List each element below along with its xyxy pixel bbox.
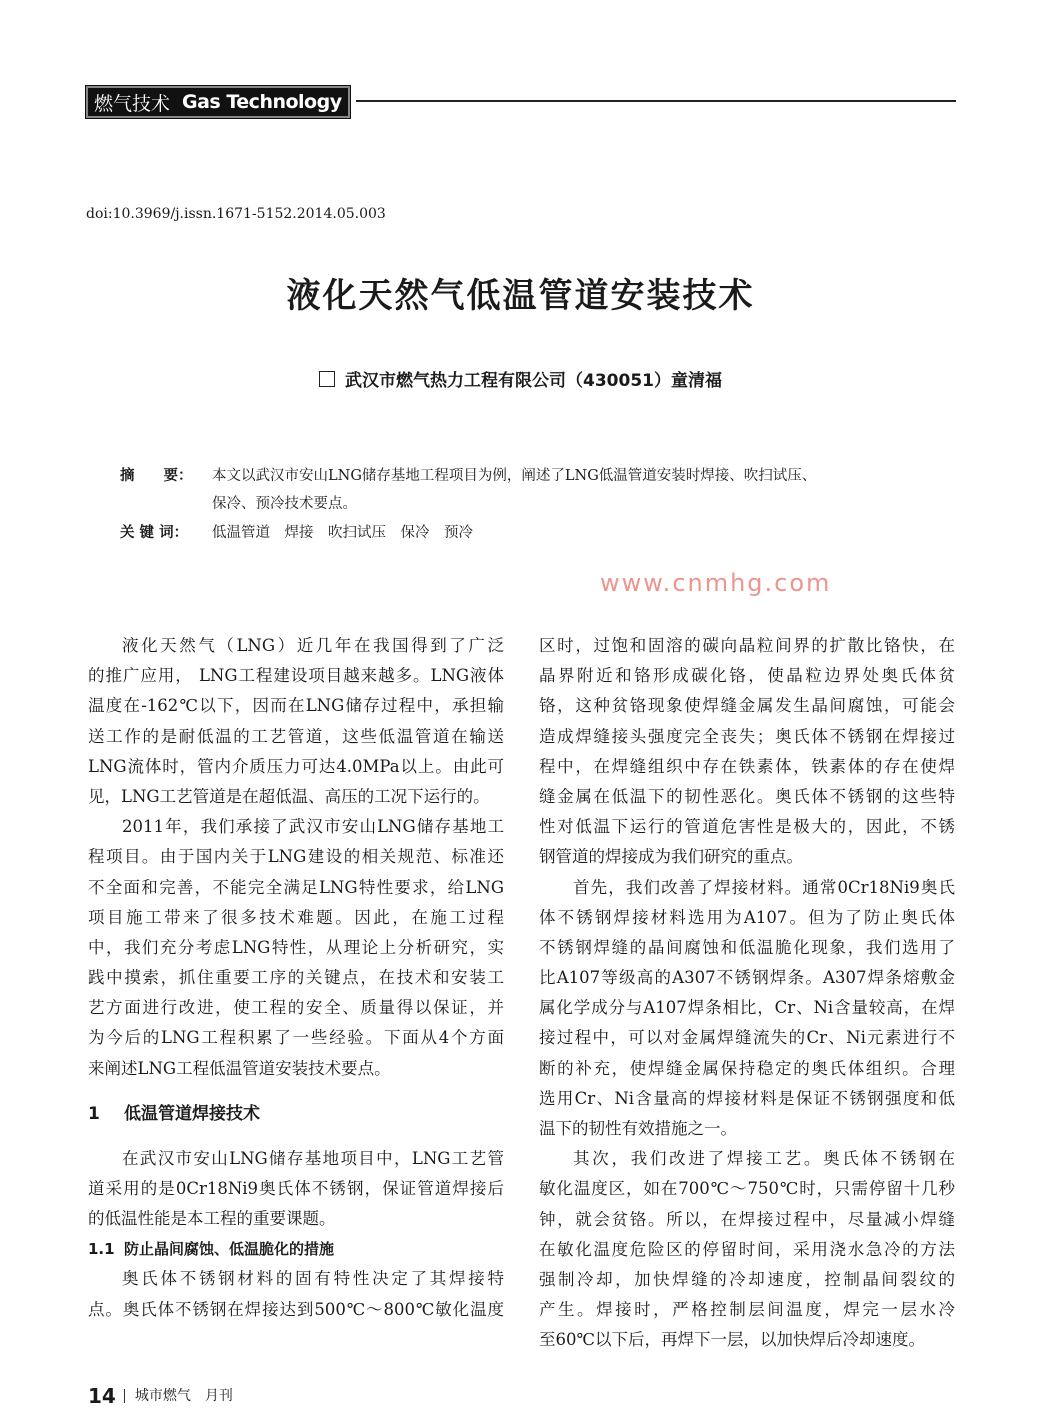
heading-text: 防止晶间腐蚀、低温脆化的措施 <box>124 1240 335 1259</box>
header-rule <box>356 100 956 102</box>
abstract-line: 保冷、预冷技术要点。 <box>212 496 357 512</box>
paragraph-line: 钢管道的焊接成为我们研究的重点。 <box>539 847 803 867</box>
left-column <box>88 631 504 1325</box>
doi: doi:10.3969/j.issn.1671-5152.2014.05.003 <box>86 206 386 222</box>
paragraph-line: 液化天然气（LNG）近几年在我国得到了广泛 <box>122 636 504 655</box>
heading-text: 低温管道焊接技术 <box>124 1103 260 1124</box>
subsection-heading <box>88 1234 504 1264</box>
paragraph-line: 温下的韧性有效措施之一。 <box>539 1119 737 1138</box>
abstract-label: 摘 要： <box>120 468 193 484</box>
right-column <box>539 631 955 1356</box>
keywords <box>120 519 473 547</box>
abstract <box>120 462 816 518</box>
keywords-text: 低温管道 焊接 吹扫试压 保冷 预冷 <box>212 525 473 541</box>
paragraph-line: 见，LNG工艺管道是在超低温、高压的工况下运行的。 <box>88 786 490 806</box>
paragraph-line: 晶界附近和铬形成碳化铬，使晶粒边界处奥氏体贫 <box>539 666 955 686</box>
paragraph-line: 不锈钢焊缝的晶间腐蚀和低温脆化现象，我们选用了 <box>539 937 955 957</box>
section-header-badge <box>86 86 350 118</box>
paragraph-line: 缝金属在低温下的韧性恶化。奥氏体不锈钢的这些特 <box>539 786 955 806</box>
paragraph-line: 温度在-162℃以下，因而在LNG储存过程中，承担输 <box>88 696 504 716</box>
paragraph-line: 程项目。由于国内关于LNG建设的相关规范、标准还 <box>88 847 504 867</box>
paragraph-line: 为今后的LNG工程积累了一些经验。下面从4个方面 <box>88 1028 504 1048</box>
paragraph-line: 2011年，我们承接了武汉市安山LNG储存基地工 <box>122 817 504 837</box>
section-heading <box>88 1084 504 1144</box>
paragraph-line: 在武汉市安山LNG储存基地项目中，LNG工艺管 <box>122 1148 504 1168</box>
square-bullet-icon <box>319 371 335 387</box>
heading-number: 1.1 <box>88 1240 115 1259</box>
author-line <box>0 366 1041 391</box>
heading-number: 1 <box>88 1103 100 1124</box>
paragraph-line: 的推广应用， LNG工程建设项目越来越多。LNG液体 <box>88 666 504 686</box>
paragraph-line: 至60℃以下后，再焊下一层，以加快焊后冷却速度。 <box>539 1330 925 1350</box>
paragraph-line: 奥氏体不锈钢材料的固有特性决定了其焊接特 <box>122 1269 504 1289</box>
paragraph-line: LNG流体时，管内介质压力可达4.0MPa以上。由此可 <box>88 756 504 776</box>
section-cn: 燃气技术 <box>94 92 171 115</box>
paragraph-line: 践中摸索，抓住重要工序的关键点，在技术和安装工 <box>88 968 504 988</box>
paragraph-line: 的低温性能是本工程的重要课题。 <box>88 1209 336 1229</box>
paragraph-line: 不全面和完善，不能完全满足LNG特性要求，给LNG <box>88 877 504 897</box>
paragraph-line: 首先，我们改善了焊接材料。通常0Cr18Ni9奥氏 <box>573 877 955 897</box>
article-title: 液化天然气低温管道安装技术 <box>286 276 755 316</box>
paragraph-line: 程中，在焊缝组织中存在铁素体，铁素体的存在使焊 <box>539 756 955 776</box>
paragraph-line: 项目施工带来了很多技术难题。因此，在施工过程 <box>88 907 504 927</box>
paragraph-line: 性对低温下运行的管道危害性是极大的，因此，不锈 <box>539 817 955 837</box>
watermark: www.cnmhg.com <box>600 569 832 597</box>
paragraph-line: 在敏化温度危险区的停留时间，采用浇水急冷的方法 <box>539 1239 955 1259</box>
paragraph-line: 钟，就会贫铬。所以，在焊接过程中，尽量减小焊缝 <box>539 1209 955 1229</box>
author: 武汉市燃气热力工程有限公司（430051）童清福 <box>345 371 722 391</box>
paragraph-line: 体不锈钢焊接材料选用为A107。但为了防止奥氏体 <box>539 907 955 927</box>
journal-name: 城市燃气 月刊 <box>134 1388 233 1404</box>
paragraph-line: 接过程中，可以对金属焊缝流失的Cr、Ni元素进行不 <box>539 1028 955 1048</box>
paragraph-line: 强制冷却，加快焊缝的冷却速度，控制晶间裂纹的 <box>539 1269 955 1289</box>
paragraph-line: 造成焊缝接头强度完全丧失；奥氏体不锈钢在焊接过 <box>539 726 955 746</box>
paragraph-line: 道采用的是0Cr18Ni9奥氏体不锈钢，保证管道焊接后 <box>88 1179 504 1198</box>
paragraph-line: 来阐述LNG工程低温管道安装技术要点。 <box>88 1058 391 1078</box>
paragraph-line: 断的补充，使焊缝金属保持稳定的奥氏体组织。合理 <box>539 1058 955 1078</box>
paragraph-line: 比A107等级高的A307不锈钢焊条。A307焊条熔敷金 <box>539 968 955 988</box>
footer-divider <box>124 1389 125 1403</box>
page-footer <box>88 1384 233 1408</box>
paragraph-line: 中，我们充分考虑LNG特性，从理论上分析研究，实 <box>88 937 504 957</box>
paragraph-line: 送工作的是耐低温的工艺管道，这些低温管道在输送 <box>88 726 504 746</box>
abstract-line: 本文以武汉市安山LNG储存基地工程项目为例，阐述了LNG低温管道安装时焊接、吹扫试压、 <box>212 468 817 484</box>
page-number: 14 <box>88 1384 116 1408</box>
section-en: Gas Technology <box>182 91 342 113</box>
paragraph-line: 其次，我们改进了焊接工艺。奥氏体不锈钢在 <box>573 1149 955 1169</box>
paragraph-line: 区时，过饱和固溶的碳向晶粒间界的扩散比铬快，在 <box>539 636 955 655</box>
paragraph-line: 敏化温度区，如在700℃～750℃时，只需停留十几秒 <box>539 1179 955 1199</box>
paragraph-line: 艺方面进行改进，使工程的安全、质量得以保证，并 <box>88 998 504 1018</box>
paragraph-line: 产生。焊接时，严格控制层间温度，焊完一层水冷 <box>539 1300 955 1320</box>
paragraph-line: 铬，这种贫铬现象使焊缝金属发生晶间腐蚀，可能会 <box>539 696 955 716</box>
keywords-label: 关 键 词： <box>120 525 189 541</box>
paragraph-line: 属化学成分与A107焊条相比，Cr、Ni含量较高，在焊 <box>539 998 955 1018</box>
paragraph-line: 点。奥氏体不锈钢在焊接达到500℃～800℃敏化温度 <box>88 1299 504 1319</box>
paragraph-line: 选用Cr、Ni含量高的焊接材料是保证不锈钢强度和低 <box>539 1088 955 1108</box>
